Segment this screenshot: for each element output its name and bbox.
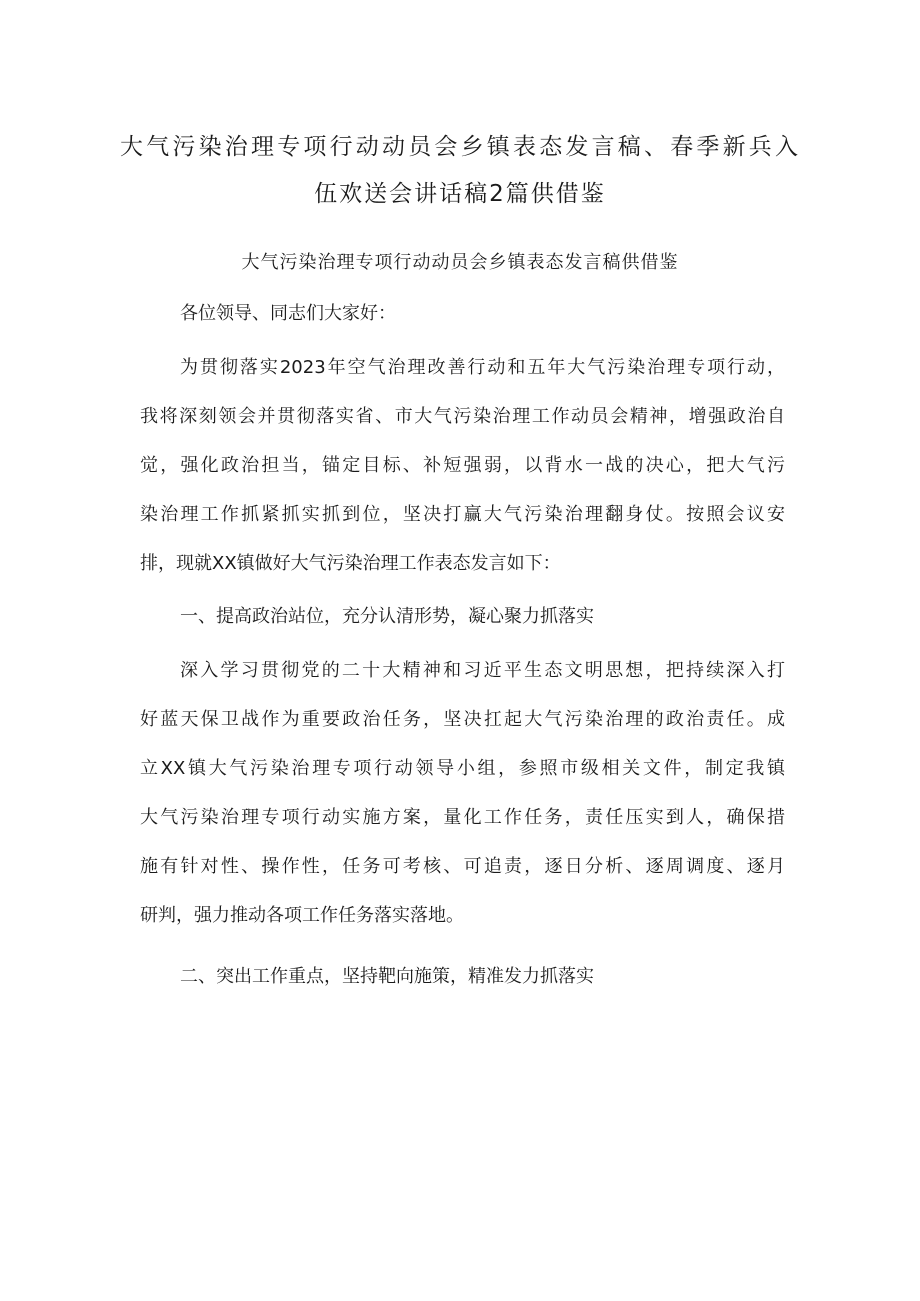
section-heading-1: 一、提高政治站位，充分认清形势，凝心聚力抓落实	[180, 606, 594, 627]
greeting: 各位领导、同志们大家好：	[180, 303, 396, 324]
paragraph-1-line-5: 排，现就XX镇做好大气污染治理工作表态发言如下：	[140, 553, 561, 574]
paragraph-1-line-3: 觉，强化政治担当，锚定目标、补短强弱，以背水一战的决心，把大气污	[140, 455, 785, 476]
document-title-line-1: 大气污染治理专项行动动员会乡镇表态发言稿、春季新兵入	[120, 134, 800, 160]
paragraph-1-line-2: 我将深刻领会并贯彻落实省、市大气污染治理工作动员会精神，增强政治自	[140, 406, 785, 427]
paragraph-2-line-6: 研判，强力推动各项工作任务落实落地。	[140, 905, 464, 926]
paragraph-2-line-2: 好蓝天保卫战作为重要政治任务，坚决扛起大气污染治理的政治责任。成	[140, 709, 785, 730]
paragraph-2-line-4: 大气污染治理专项行动实施方案，量化工作任务，责任压实到人，确保措	[140, 807, 785, 828]
paragraph-2-line-1: 深入学习贯彻党的二十大精神和习近平生态文明思想，把持续深入打	[180, 660, 785, 681]
document-title-line-2: 伍欢送会讲话稿2篇供借鉴	[314, 181, 606, 207]
document-subtitle: 大气污染治理专项行动动员会乡镇表态发言稿供借鉴	[241, 252, 679, 273]
paragraph-2-line-3: 立XX镇大气污染治理专项行动领导小组，参照市级相关文件，制定我镇	[140, 758, 785, 779]
paragraph-1-line-1: 为贯彻落实2023年空气治理改善行动和五年大气污染治理专项行动，	[180, 357, 785, 378]
section-heading-2: 二、突出工作重点，坚持靶向施策，精准发力抓落实	[180, 966, 594, 987]
paragraph-1-line-4: 染治理工作抓紧抓实抓到位，坚决打赢大气污染治理翻身仗。按照会议安	[140, 504, 785, 525]
paragraph-2-line-5: 施有针对性、操作性，任务可考核、可追责，逐日分析、逐周调度、逐月	[140, 856, 785, 877]
